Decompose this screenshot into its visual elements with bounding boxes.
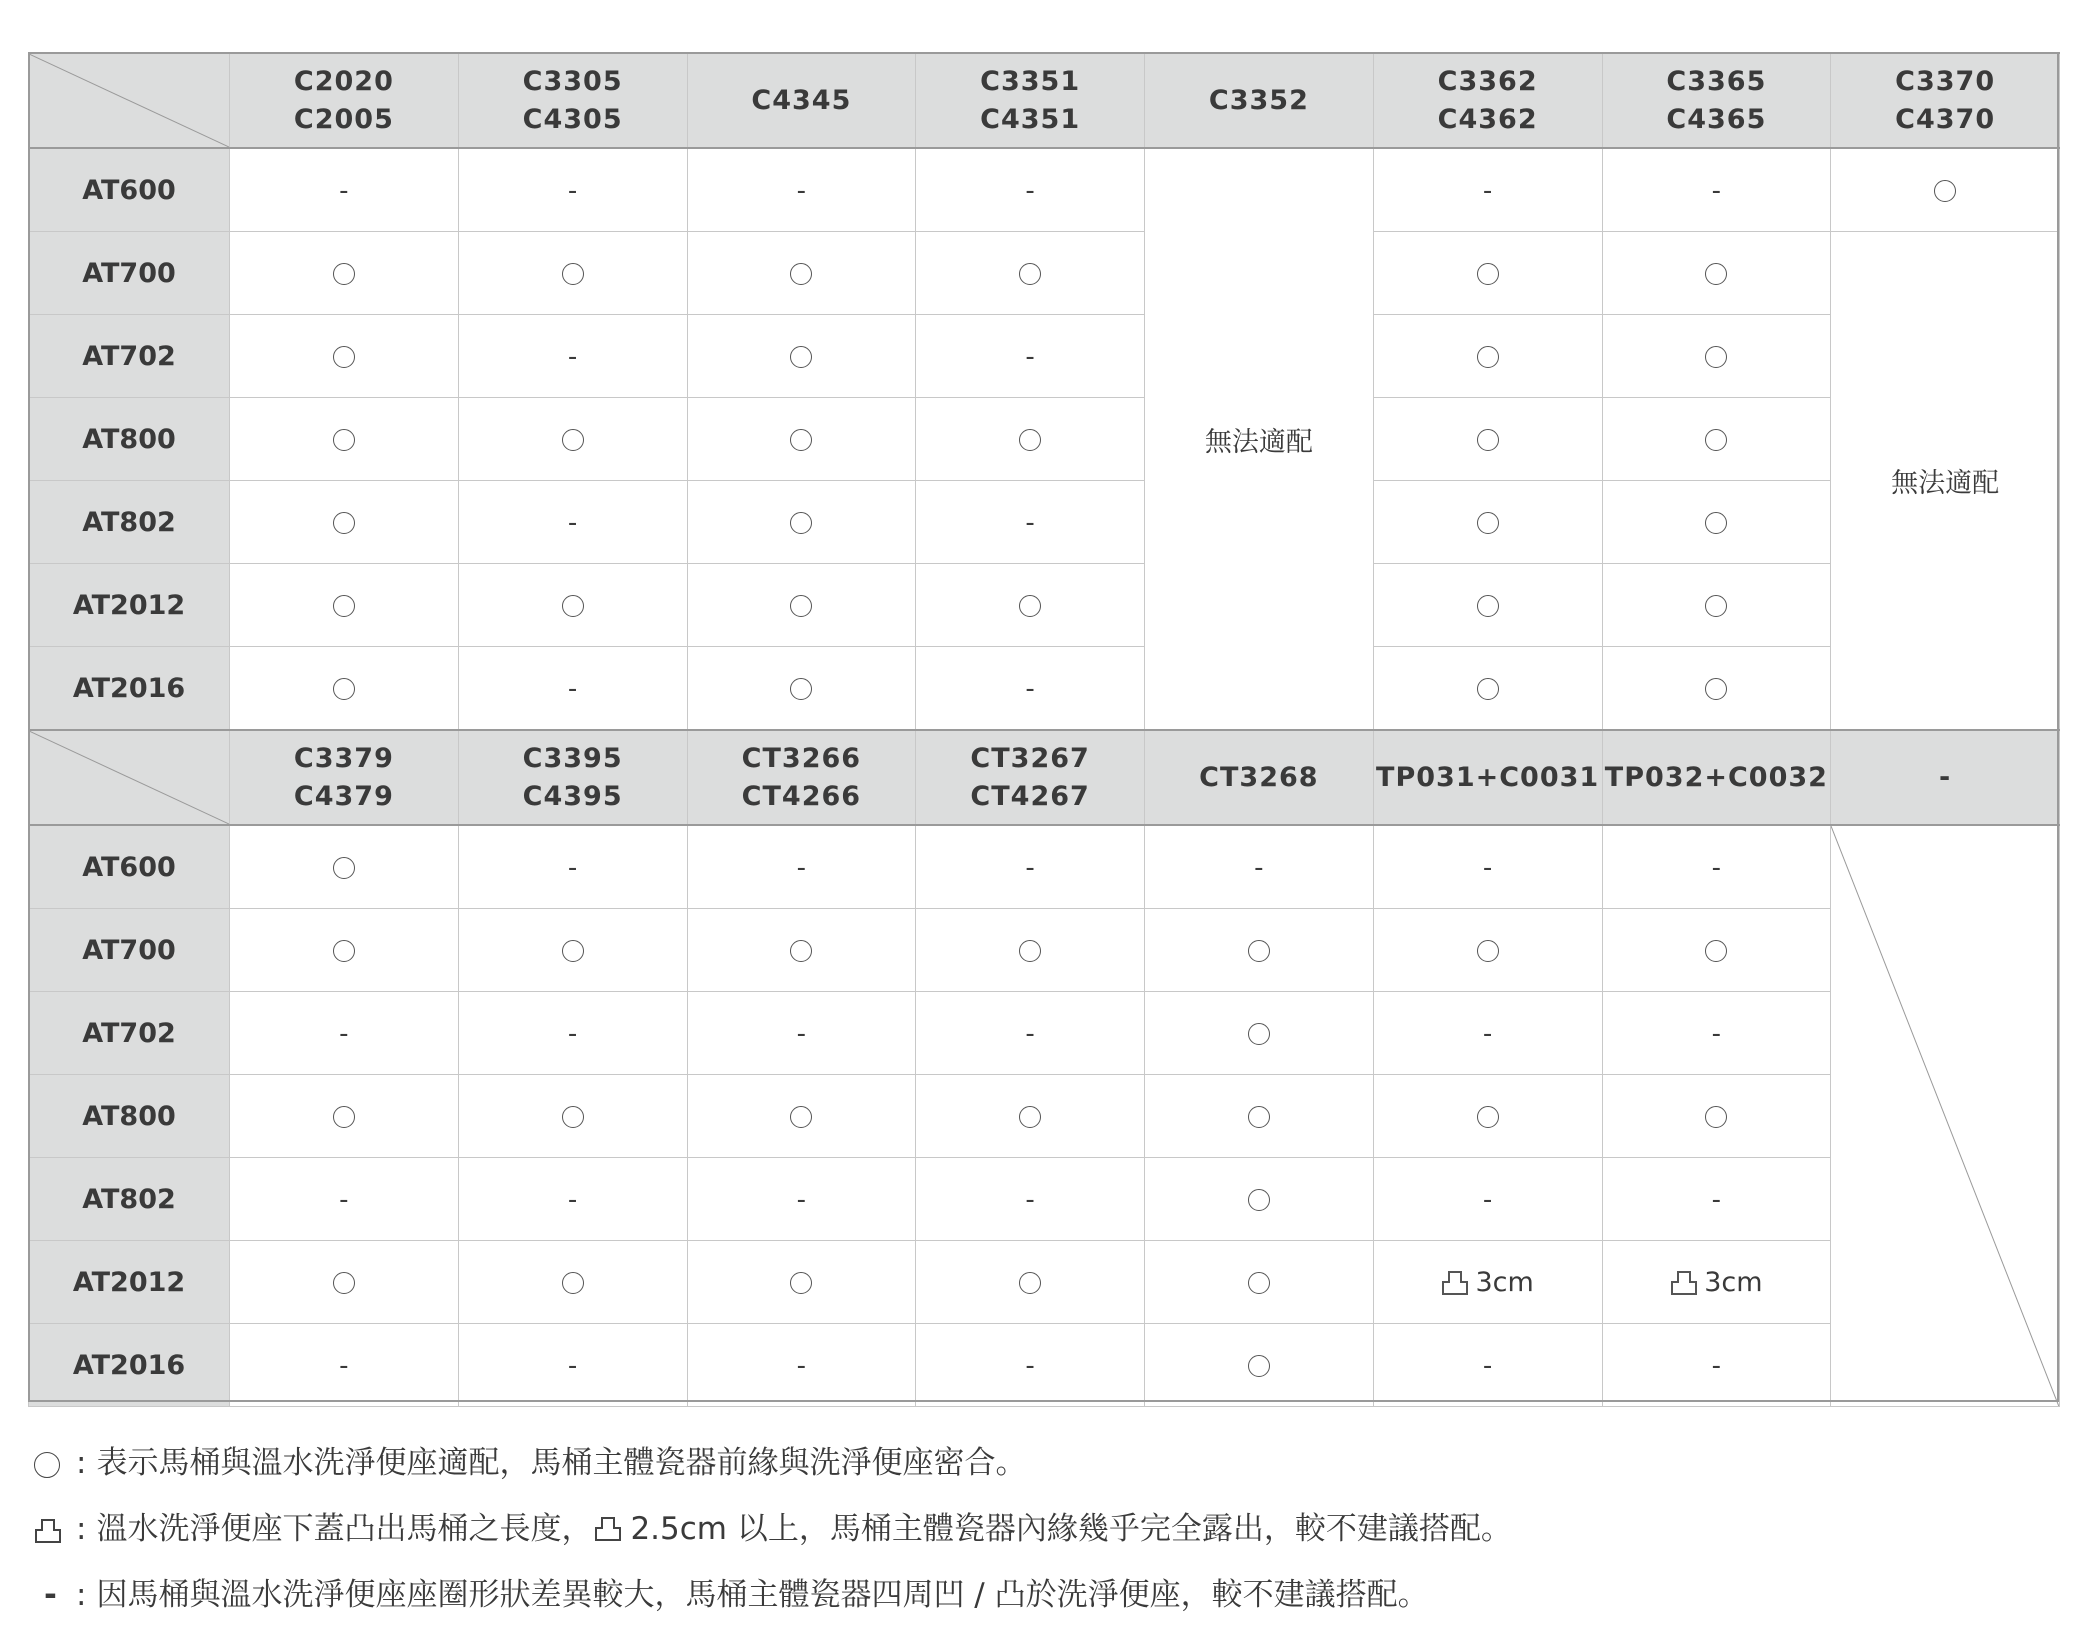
circle-icon [1248,1355,1270,1377]
circle-icon [1477,346,1499,368]
table-cell [1602,825,1831,909]
bump-icon [594,1516,622,1542]
diagonal-line [29,54,229,147]
column-header: C3351 C4351 [916,53,1145,148]
dash-mark: - [1711,1018,1722,1049]
dash-mark: - [796,1184,807,1215]
table-row [29,1075,2060,1158]
row-label: AT600 [29,825,230,909]
row-label: AT2016 [29,647,230,731]
table-cell [1145,825,1374,909]
table-cell [1602,398,1831,481]
table-row [29,564,2060,647]
table-row [29,992,2060,1075]
corner-cell [29,730,230,825]
circle-icon [1934,180,1956,202]
table-cell [230,481,459,564]
table-cell [1373,232,1602,315]
table-cell [230,1075,459,1158]
table-cell [687,148,916,232]
compatibility-table [28,52,2060,1407]
dash-mark: - [1025,507,1035,538]
table-row [29,909,2060,992]
table-cell [458,1241,687,1324]
table-cell [1602,647,1831,731]
dash-mark: - [339,175,349,206]
table-row [29,825,2060,909]
dash-mark: - [567,673,578,704]
table-cell [230,398,459,481]
circle-icon [333,429,355,451]
circle-icon [562,1106,584,1128]
table-row [29,1241,2060,1324]
header-row [29,53,2060,148]
table-cell [458,825,687,909]
circle-icon [1248,1272,1270,1294]
circle-icon [1705,678,1727,700]
row-label: AT702 [29,315,230,398]
circle-icon [1477,429,1499,451]
circle-icon [790,263,812,285]
table-row [29,481,2060,564]
column-header: CT3267 CT4267 [916,730,1145,825]
bump-value: 3cm [1704,1266,1763,1298]
table-cell [916,1241,1145,1324]
circle-icon [1019,429,1041,451]
table-cell [230,909,459,992]
table-cell [916,1158,1145,1241]
bump-icon [1670,1270,1698,1296]
table-cell [687,825,916,909]
dash-mark: - [339,1018,349,1049]
table-cell [916,825,1145,909]
circle-icon [1477,595,1499,617]
dash-mark: - [1711,852,1722,883]
dash-mark: - [796,1018,807,1049]
circle-icon [333,1106,355,1128]
column-header: C3379 C4379 [230,730,459,825]
legend-bump-line [34,1496,1512,1562]
circle-icon [1019,1272,1041,1294]
column-header: C3305 C4305 [458,53,687,148]
table-cell [458,909,687,992]
dash-mark: - [567,852,578,883]
table-cell [458,992,687,1075]
table-cell [230,647,459,731]
circle-icon [34,1440,70,1486]
row-label: AT800 [29,398,230,481]
table-cell [1602,909,1831,992]
circle-icon [562,429,584,451]
dash-mark: - [1025,175,1035,206]
legend-bump-text-b: 2.5cm 以上，馬桶主體瓷器內緣幾乎完全露出，較不建議搭配。 [630,1511,1512,1547]
table-cell [916,232,1145,315]
bump-value: 3cm [1475,1266,1534,1298]
table-cell [1602,1324,1831,1407]
circle-icon [1477,263,1499,285]
column-header: C2020 C2005 [230,53,459,148]
dash-mark: - [1711,175,1722,206]
dash-symbol: - [44,1577,57,1613]
table-cell [1145,1241,1374,1324]
circle-icon [790,1272,812,1294]
circle-icon [562,940,584,962]
table-cell [916,398,1145,481]
table-cell [1602,315,1831,398]
merged-cell-c3370: 無法適配 [1831,232,2060,731]
table-cell [1373,1241,1602,1324]
table-cell [916,564,1145,647]
column-header: CT3266 CT4266 [687,730,916,825]
table-cell [916,1075,1145,1158]
table-cell [1602,1158,1831,1241]
table-cell [1373,1075,1602,1158]
dash-mark: - [796,1350,807,1381]
table-cell [1602,1075,1831,1158]
table-cell [1831,148,2060,232]
dash-mark: - [796,852,807,883]
table-cell [230,315,459,398]
table-cell [458,315,687,398]
table-cell [916,148,1145,232]
dash-mark: - [1482,852,1493,883]
diagonal-line [1831,826,2059,1406]
circle-icon [1248,1023,1270,1045]
table-row [29,1324,2060,1407]
table-cell [1373,1324,1602,1407]
table-cell [458,1158,687,1241]
circle-icon [333,512,355,534]
table-row [29,398,2060,481]
column-header: C3365 C4365 [1602,53,1831,148]
table2-body [29,730,2060,1407]
table-cell [687,1241,916,1324]
column-header: CT3268 [1145,730,1374,825]
dash-mark: - [567,175,578,206]
row-label: AT800 [29,1075,230,1158]
legend-dash-text: 因馬桶與溫水洗淨便座座圈形狀差異較大，馬桶主體瓷器四周凹 / 凸於洗淨便座，較不建議搭配。 [96,1577,1429,1613]
table-cell [230,825,459,909]
table-row [29,315,2060,398]
dash-mark: - [567,507,578,538]
table-cell [230,1158,459,1241]
dash-mark: - [1025,1018,1035,1049]
dash-mark: - [1711,1350,1722,1381]
merged-cell-c3352: 無法適配 [1145,148,1374,730]
table-cell [230,992,459,1075]
circle-icon [1248,1106,1270,1128]
table-cell [1602,1241,1831,1324]
circle-icon [1477,1106,1499,1128]
legend-dash-line [34,1562,1512,1628]
circle-icon [333,346,355,368]
dash-mark: - [1482,1350,1493,1381]
table-cell [1145,1075,1374,1158]
dash-mark: - [1025,1350,1035,1381]
circle-icon [562,263,584,285]
circle-icon [790,429,812,451]
circle-icon [790,346,812,368]
column-header: C3362 C4362 [1373,53,1602,148]
dash-mark: - [567,1018,578,1049]
table-cell [1145,1158,1374,1241]
table-cell [916,1324,1145,1407]
table-cell [687,481,916,564]
table-cell [230,232,459,315]
table-cell [687,232,916,315]
dash-mark: - [796,175,807,206]
table-cell [916,992,1145,1075]
circle-icon [1705,512,1727,534]
table-cell [458,1324,687,1407]
table-cell [458,1075,687,1158]
circle-icon [1477,940,1499,962]
table-cell [916,315,1145,398]
circle-icon [1477,512,1499,534]
circle-icon [790,512,812,534]
table-cell [1145,992,1374,1075]
table-cell [1373,148,1602,232]
legend-circle-line [34,1430,1512,1496]
dash-mark: - [1482,175,1493,206]
table-row [29,232,2060,315]
table-cell [1373,315,1602,398]
column-header: C3395 C4395 [458,730,687,825]
table-cell [230,1324,459,1407]
compatibility-table-container [28,52,2059,1407]
row-label: AT2016 [29,1324,230,1407]
legend-circle-text: 表示馬桶與溫水洗淨便座適配，馬桶主體瓷器前緣與洗淨便座密合。 [96,1445,1027,1481]
circle-icon [562,595,584,617]
circle-icon [1019,1106,1041,1128]
table-cell [1373,909,1602,992]
table-cell [687,909,916,992]
table-cell [916,909,1145,992]
dash-mark: - [1025,341,1035,372]
dash-mark: - [1025,1184,1035,1215]
circle-icon [1019,263,1041,285]
table-cell [687,647,916,731]
circle-icon [333,1272,355,1294]
table-cell [1602,992,1831,1075]
column-header: C3370 C4370 [1831,53,2060,148]
circle-icon [1705,1106,1727,1128]
table-row [29,148,2060,232]
circle-icon [1705,595,1727,617]
row-label: AT700 [29,232,230,315]
dash-mark: - [567,341,578,372]
column-header: C4345 [687,53,916,148]
table-cell [1373,992,1602,1075]
legend-circle-colon: : [76,1445,87,1481]
legend-bump-text-a: 溫水洗淨便座下蓋凸出馬桶之長度， [96,1511,593,1547]
dash-mark: - [567,1184,578,1215]
bump-icon [34,1506,70,1552]
legend [34,1430,1512,1628]
table-cell [458,564,687,647]
table-cell [687,1324,916,1407]
table-cell [1373,481,1602,564]
table-cell [1373,1158,1602,1241]
row-label: AT2012 [29,564,230,647]
dash-mark: - [1025,673,1035,704]
row-label: AT802 [29,481,230,564]
table-cell [230,148,459,232]
table-cell [1373,825,1602,909]
table-row [29,1158,2060,1241]
table-cell [230,564,459,647]
table-cell [1145,1324,1374,1407]
table-cell [230,1241,459,1324]
dash-mark: - [339,1350,349,1381]
table-cell [687,1075,916,1158]
row-label: AT600 [29,148,230,232]
table-cell [687,1158,916,1241]
table-cell [458,481,687,564]
circle-icon [790,678,812,700]
circle-icon [333,678,355,700]
circle-icon [1248,1189,1270,1211]
column-header: C3352 [1145,53,1374,148]
table-cell [687,398,916,481]
table-cell [916,647,1145,731]
empty-cell [1831,825,2060,1407]
diagonal-line [29,731,229,824]
circle-icon [1705,429,1727,451]
row-label: AT700 [29,909,230,992]
table-cell [1602,481,1831,564]
dash-mark: - [1254,852,1264,883]
circle-icon [1248,940,1270,962]
circle-icon [790,940,812,962]
row-label: AT802 [29,1158,230,1241]
table1-body [29,53,2060,730]
corner-cell [29,53,230,148]
table-cell [916,481,1145,564]
column-header: - [1831,730,2060,825]
circle-icon [790,595,812,617]
header-row [29,730,2060,825]
circle-icon [1477,678,1499,700]
circle-icon [790,1106,812,1128]
table-cell [1602,232,1831,315]
table-cell [687,992,916,1075]
table-cell [1373,398,1602,481]
table-cell [1373,647,1602,731]
table-cell [1602,564,1831,647]
table-cell [1145,909,1374,992]
dash-mark: - [1482,1018,1493,1049]
circle-icon [1019,595,1041,617]
legend-dash-colon: : [76,1577,87,1613]
table-row [29,647,2060,731]
dash-mark: - [567,1350,578,1381]
table-cell [458,232,687,315]
dash-mark: - [339,1184,349,1215]
circle-icon [562,1272,584,1294]
table-cell [1602,148,1831,232]
circle-icon [1019,940,1041,962]
table-cell [458,398,687,481]
dash-mark: - [1711,1184,1722,1215]
row-label: AT2012 [29,1241,230,1324]
row-label: AT702 [29,992,230,1075]
table-cell [687,564,916,647]
circle-icon [333,857,355,879]
circle-icon [1705,263,1727,285]
circle-icon [1705,940,1727,962]
table-cell [458,647,687,731]
dash-mark: - [1482,1184,1493,1215]
table-cell [1373,564,1602,647]
bump-icon [1441,1270,1469,1296]
table-cell [458,148,687,232]
circle-icon [333,940,355,962]
column-header: TP032+C0032 [1602,730,1831,825]
column-header: TP031+C0031 [1373,730,1602,825]
table-cell [687,315,916,398]
dash-mark: - [1025,852,1035,883]
circle-icon [1705,346,1727,368]
circle-icon [333,595,355,617]
circle-icon [333,263,355,285]
legend-bump-colon: : [76,1511,87,1547]
